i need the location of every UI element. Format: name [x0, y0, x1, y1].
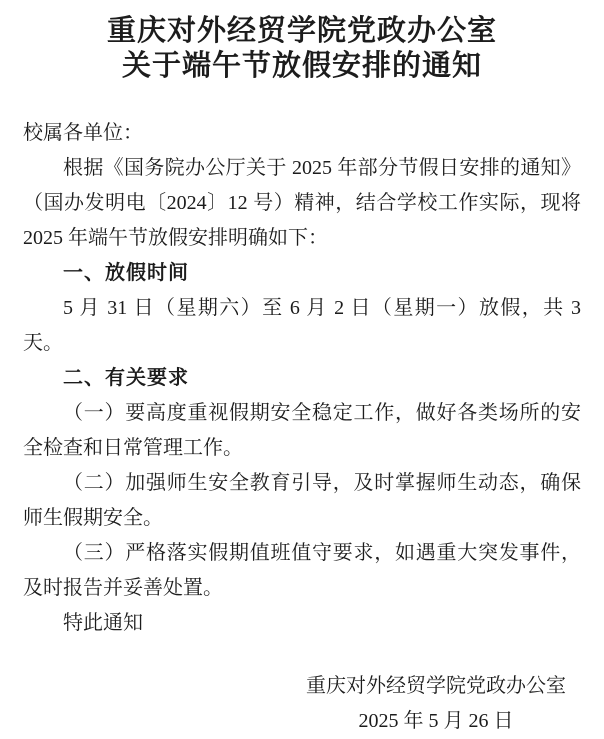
document-title: [23, 14, 581, 84]
document-body: [23, 116, 581, 641]
title-line-issuing-office: 重庆对外经贸学院党政办公室: [106, 15, 497, 47]
section1-heading: 一、放假时间: [63, 262, 189, 284]
signature-unit: 重庆对外经贸学院党政办公室: [306, 675, 566, 697]
salutation: 校属各单位：: [23, 122, 143, 144]
signature-block: [23, 669, 581, 739]
section2-item-1: （一）要高度重视假期安全稳定工作，做好各类场所的安全检查和日常管理工作。: [23, 402, 581, 459]
intro-paragraph: 根据《国务院办公厅关于 2025 年部分节假日安排的通知》（国办发明电〔2024〕12 号）精神，结合学校工作实际，现将 2025 年端午节放假安排明确如下：: [23, 157, 581, 249]
section1-text: 5 月 31 日（星期六）至 6 月 2 日（星期一）放假，共 3 天。: [23, 297, 581, 354]
title-line-subject: 关于端午节放假安排的通知: [121, 50, 482, 82]
closing-phrase: 特此通知: [63, 612, 143, 634]
signature-date: 2025 年 5 月 26 日: [358, 710, 514, 732]
section2-item-3: （三）严格落实假期值班值守要求，如遇重大突发事件，及时报告并妥善处置。: [23, 542, 581, 599]
section2-heading: 二、有关要求: [63, 367, 189, 389]
section2-item-2: （二）加强师生安全教育引导，及时掌握师生动态，确保师生假期安全。: [23, 472, 581, 529]
signature-inner: [306, 669, 566, 739]
